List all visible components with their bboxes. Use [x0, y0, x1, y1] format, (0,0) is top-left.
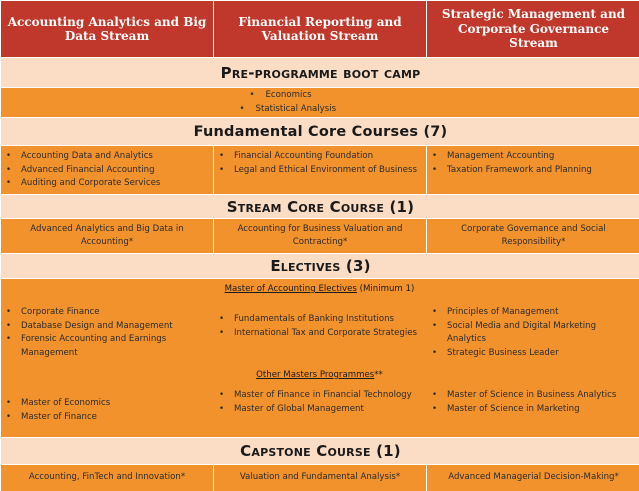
list-item: • Master of Finance	[1, 411, 213, 425]
electives-title: Electives (3)	[1, 254, 639, 278]
other-masters-col-2	[214, 389, 426, 416]
bootcamp-item: • Statistical Analysis	[236, 103, 406, 117]
fundamental-col-2	[214, 146, 426, 194]
master-accounting-electives-note: (Minimum 1)	[359, 284, 415, 294]
electives-col-2	[214, 313, 426, 340]
stream-core-course: Advanced Analytics and Big Data in Accounting*	[1, 219, 213, 253]
other-masters-col-1	[1, 397, 213, 424]
fundamental-col-1	[1, 146, 213, 194]
list-item: • Auditing and Corporate Services	[1, 177, 209, 191]
electives-col-1	[1, 306, 213, 360]
master-accounting-electives-label	[1, 283, 638, 297]
stream-header-strategic-management: Strategic Management and Corporate Governance Stream	[427, 1, 639, 57]
list-item: • Social Media and Digital Marketing Analytics	[427, 320, 637, 347]
stream-header-financial-reporting: Financial Reporting and Valuation Stream	[214, 1, 426, 57]
other-masters-col-3	[427, 389, 637, 416]
list-item: • Master of Science in Marketing	[427, 403, 637, 417]
stream-core-title: Stream Core Course (1)	[1, 195, 639, 218]
list-item: • Legal and Ethical Environment of Business	[214, 164, 422, 178]
list-item: • Fundamentals of Banking Institutions	[214, 313, 426, 327]
other-masters-label	[1, 369, 638, 383]
bootcamp-title: Pre-programme boot camp	[1, 58, 639, 87]
list-item: • Master of Science in Business Analytics	[427, 389, 637, 403]
list-item: • Advanced Financial Accounting	[1, 164, 209, 178]
list-item: • Accounting Data and Analytics	[1, 150, 209, 164]
list-item: • Strategic Business Leader	[427, 347, 637, 361]
electives-block	[1, 279, 639, 437]
other-masters-note: **	[374, 370, 383, 380]
stream-core-course: Corporate Governance and Social Responsibility*	[427, 219, 639, 253]
list-item: • Corporate Finance	[1, 306, 213, 320]
list-item: • Financial Accounting Foundation	[214, 150, 422, 164]
stream-header-accounting-analytics: Accounting Analytics and Big Data Stream	[1, 1, 213, 57]
list-item: • Management Accounting	[427, 150, 636, 164]
list-item: • International Tax and Corporate Strategies	[214, 327, 426, 341]
capstone-course: Accounting, FinTech and Innovation*	[1, 465, 213, 491]
list-item: • Taxation Framework and Planning	[427, 164, 636, 178]
bootcamp-list	[1, 88, 639, 117]
fundamental-col-3	[427, 146, 639, 194]
other-masters-link: Other Masters Programmes	[256, 370, 375, 380]
list-item: • Master of Finance in Financial Technology	[214, 389, 426, 403]
fundamental-core-title: Fundamental Core Courses (7)	[1, 118, 639, 145]
list-item: • Principles of Management	[427, 306, 637, 320]
capstone-course: Advanced Managerial Decision-Making*	[427, 465, 639, 491]
electives-col-3	[427, 306, 637, 360]
bootcamp-item: • Economics	[246, 89, 396, 103]
stream-core-course: Accounting for Business Valuation and Contracting*	[214, 219, 426, 253]
master-accounting-electives-link: Master of Accounting Electives	[224, 284, 357, 294]
list-item: • Forensic Accounting and Earnings Management	[1, 333, 213, 360]
list-item: • Database Design and Management	[1, 320, 213, 334]
list-item: • Master of Global Management	[214, 403, 426, 417]
capstone-title: Capstone Course (1)	[1, 438, 639, 464]
capstone-course: Valuation and Fundamental Analysis*	[214, 465, 426, 491]
list-item: • Master of Economics	[1, 397, 213, 411]
